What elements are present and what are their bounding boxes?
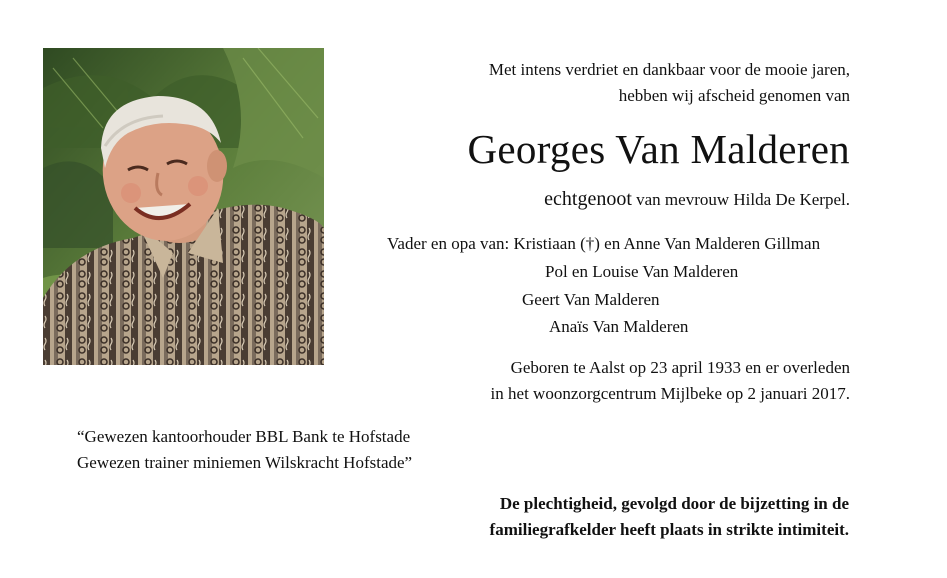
portrait-photo <box>43 48 324 365</box>
children-name-2: Pol en Louise Van Malderen <box>545 262 739 281</box>
ceremony-line-1: De plechtigheid, gevolgd door de bijzetting in de <box>499 494 849 513</box>
death-line: in het woonzorgcentrum Mijlbeke op 2 januari 2017. <box>490 384 850 403</box>
children-name-1: Kristiaan (†) en Anne Van Malderen Gillman <box>513 234 821 253</box>
children-name-3: Geert Van Malderen <box>522 290 660 309</box>
intro-line-1: Met intens verdriet en dankbaar voor de mooie jaren, <box>488 60 850 79</box>
children-line-1 <box>387 234 820 254</box>
quote-line-2: Gewezen trainer miniemen Wilskracht Hofstade” <box>77 453 413 472</box>
intro-line-2: hebben wij afscheid genomen van <box>618 86 850 105</box>
quote-line-1: “Gewezen kantoorhouder BBL Bank te Hofstade <box>77 427 411 446</box>
spouse-relation: echtgenoot <box>544 188 632 210</box>
children-prefix: Vader en opa van: <box>387 234 510 253</box>
spouse-line <box>544 188 850 211</box>
deceased-name: Georges Van Malderen <box>467 126 850 172</box>
birth-line: Geboren te Aalst op 23 april 1933 en er overleden <box>510 358 850 377</box>
spouse-text: van mevrouw Hilda De Kerpel. <box>636 190 850 209</box>
ceremony-line-2: familiegrafkelder heeft plaats in strikte intimiteit. <box>489 520 849 539</box>
children-name-4: Anaïs Van Malderen <box>549 317 689 336</box>
